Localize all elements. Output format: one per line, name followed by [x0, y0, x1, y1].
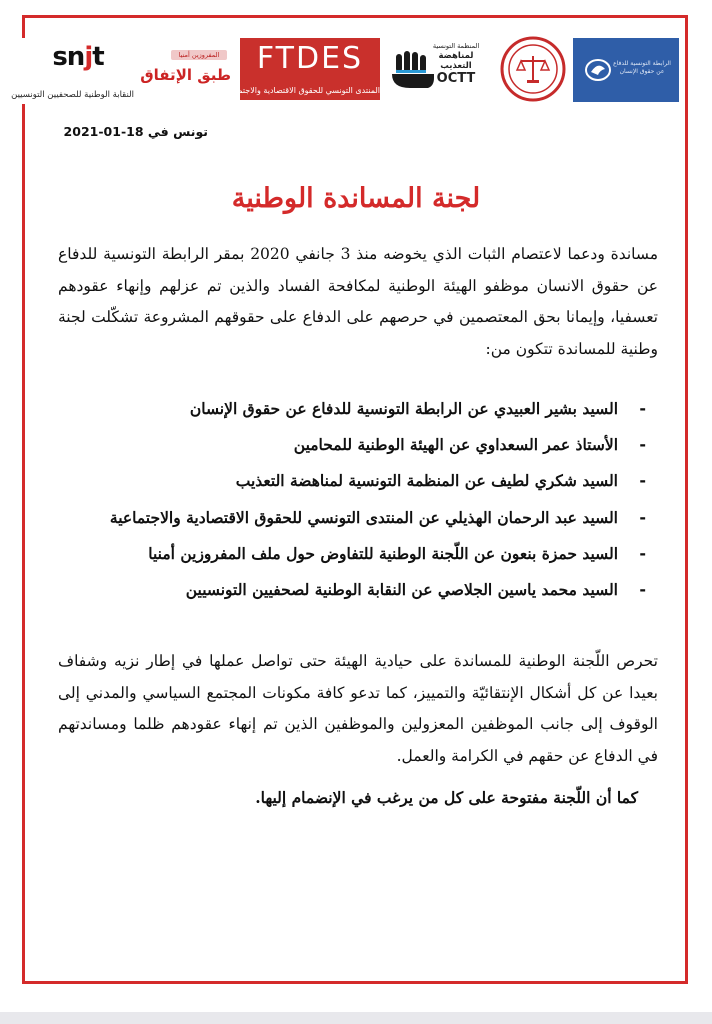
committee-members-list: [58, 391, 646, 608]
tabaq-logo-name: طبق الإتفاق: [140, 66, 231, 84]
ftdes-logo-name: المنتدى التونسي للحقوق الاقتصادية والاجتماعية: [224, 86, 380, 95]
octt-logo-line3: التعذيب: [440, 61, 472, 71]
snjt-logo: [11, 38, 134, 104]
ltdh-seal-logo: [500, 36, 566, 102]
octt-logo: [386, 38, 492, 100]
document-date: تونس في 18-01-2021: [63, 124, 208, 139]
bullet-dash-icon: -: [639, 471, 646, 491]
blue-organization-logo: [573, 38, 679, 102]
page-bottom-strip: [0, 1012, 712, 1024]
octt-logo-code: OCTT: [436, 71, 476, 86]
list-item: - السيد حمزة بنعون عن اللّجنة الوطنية للتفاوض حول ملف المفروزين أمنيا: [58, 536, 618, 572]
snjt-logo-mark: snjt: [52, 42, 104, 72]
dove-icon: [583, 55, 613, 85]
bullet-dash-icon: -: [639, 435, 646, 455]
tabaq-alittifaq-logo: [140, 48, 235, 96]
bullet-dash-icon: -: [639, 399, 646, 418]
scales-of-justice-icon: [500, 36, 566, 102]
tabaq-logo-tag: المفروزين أمنيا: [171, 50, 227, 60]
final-statement: كما أن اللّجنة مفتوحة على كل من يرغب في الإنضمام إليها.: [255, 788, 638, 807]
list-item: - السيد محمد ياسين الجلاصي عن النقابة الوطنية لصحفيين التونسيين: [58, 572, 618, 608]
blue-logo-caption: الرابطة التونسية للدفاع عن حقوق الإنسان: [613, 60, 671, 75]
bullet-dash-icon: -: [639, 579, 646, 599]
intro-paragraph: مساندة ودعما لاعتصام الثبات الذي يخوضه منذ 3 جانفي 2020 بمقر الرابطة التونسية للدفاع عن حقوق الانسان موظفو الهيئة الوطنية لمكافحة الفساد والذين تم عزلهم وإنهاء عقودهم تعسفيا، وإيمانا بحق المعتصمين في حرصهم على الدفاع على حقوقهم المشروعة تشكّلت لجنة وطنية للمساندة تتكون من:: [58, 245, 658, 358]
ftdes-logo: [224, 38, 380, 100]
ftdes-logo-mark: FTDES: [256, 41, 364, 76]
list-item: - الأستاذ عمر السعداوي عن الهيئة الوطنية للمحامين: [58, 427, 618, 463]
list-item: - السيد عبد الرحمان الهذيلي عن المنتدى التونسي للحقوق الاقتصادية والاجتماعية: [58, 500, 618, 536]
octt-logo-line1: المنظمة التونسية: [432, 42, 480, 50]
octt-logo-line2: لمناهضة: [438, 51, 474, 61]
closing-paragraph: تحرص اللّجنة الوطنية للمساندة على حيادية الهيئة حتى تواصل عملها في إطار نزيه وشفاف بعيدا عن كل أشكال الإنتقائيّة والتمييز، كما تدعو كافة مكونات المجتمع السياسي والمدني إلى الوقوف إلى جانب الموظفين المعزولين والموظفين الذين تم إنهاء عقودهم ظلما ومساندتهم في الدفاع عن حقهم في الكرامة والعمل.: [58, 652, 658, 765]
document-title: لجنة المساندة الوطنية: [231, 183, 481, 214]
bullet-dash-icon: -: [639, 507, 646, 527]
list-item: - السيد بشير العبيدي عن الرابطة التونسية للدفاع عن حقوق الإنسان: [58, 391, 618, 427]
list-item: - السيد شكري لطيف عن المنظمة التونسية لمناهضة التعذيب: [58, 463, 618, 499]
snjt-logo-name: النقابة الوطنية للصحفيين التونسيين: [11, 90, 134, 100]
bullet-dash-icon: -: [639, 543, 646, 563]
